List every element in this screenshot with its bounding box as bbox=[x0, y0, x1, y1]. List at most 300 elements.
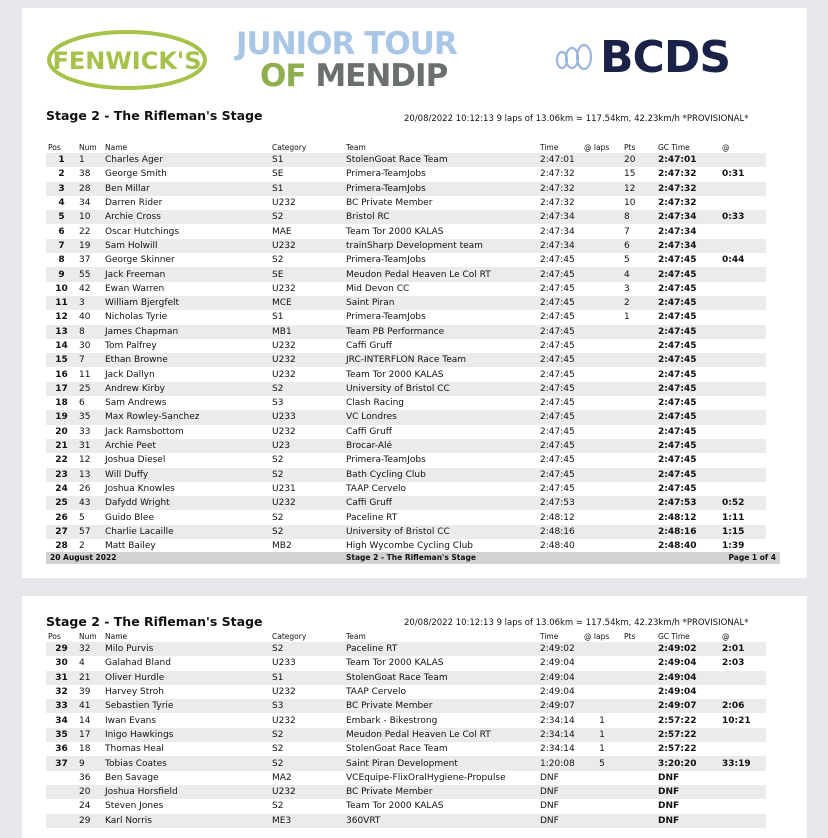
cell-laps bbox=[582, 167, 622, 181]
race-meta: 20/08/2022 10:12:13 9 laps of 13.06km = 117.54km, 42.23km/h *PROVISIONAL* bbox=[404, 618, 749, 628]
cell-gc-time: 2:47:34 bbox=[656, 210, 720, 224]
cell-pts bbox=[622, 382, 656, 396]
cell-gc-time: 2:47:45 bbox=[656, 410, 720, 424]
cell-pos: 24 bbox=[55, 483, 68, 494]
cell-name: Iwan Evans bbox=[105, 715, 157, 726]
cell-gc-time: 2:48:40 bbox=[658, 541, 697, 552]
cell-laps bbox=[582, 253, 622, 267]
fenwicks-logo bbox=[46, 28, 208, 92]
cell-pts: 10 bbox=[624, 198, 636, 209]
cell-category: ME3 bbox=[270, 814, 322, 828]
cell-category: MAE bbox=[272, 226, 292, 237]
bcds-rings-icon bbox=[554, 43, 600, 73]
cell-category: U232 bbox=[272, 369, 296, 380]
cell-gap bbox=[720, 182, 766, 196]
cell-pos bbox=[46, 785, 77, 799]
cell-time: 2:47:45 bbox=[540, 255, 575, 266]
cell-name: George Smith bbox=[105, 169, 167, 180]
cell-pts bbox=[622, 771, 656, 785]
col-header-pos: Pos bbox=[48, 143, 61, 152]
cell-num: 12 bbox=[79, 455, 91, 466]
cell-laps bbox=[582, 296, 622, 310]
cell-pos: 1 bbox=[46, 153, 77, 167]
page-footer bbox=[46, 552, 780, 564]
table-row bbox=[46, 310, 766, 324]
cell-laps: 1 bbox=[582, 728, 622, 742]
cell-num: 32 bbox=[77, 642, 103, 656]
table-row bbox=[46, 153, 766, 167]
cell-num: 5 bbox=[79, 512, 85, 523]
table-row bbox=[46, 510, 766, 524]
cell-time: DNF bbox=[540, 772, 559, 783]
cell-name: William Bjergfelt bbox=[103, 296, 270, 310]
cell-num: 42 bbox=[79, 283, 91, 294]
cell-category: MCE bbox=[270, 296, 322, 310]
cell-laps bbox=[582, 785, 622, 799]
cell-pts: 2 bbox=[622, 296, 656, 310]
table-row bbox=[46, 453, 766, 467]
cell-gc-time: 2:49:04 bbox=[656, 671, 720, 685]
cell-category: U232 bbox=[272, 341, 296, 351]
results-body bbox=[46, 642, 766, 828]
cell-num: 18 bbox=[79, 744, 91, 755]
cell-time: 2:47:45 bbox=[538, 325, 582, 339]
cell-category: S2 bbox=[270, 525, 322, 539]
cell-category: S1 bbox=[272, 312, 284, 323]
cell-gc-time: 2:57:22 bbox=[658, 744, 697, 755]
cell-category: S1 bbox=[270, 153, 322, 167]
results-header-row bbox=[46, 142, 766, 153]
cell-gap bbox=[720, 785, 766, 799]
col-header-time: Time bbox=[540, 143, 559, 152]
cell-laps bbox=[582, 153, 622, 167]
cell-name: Darren Rider bbox=[105, 198, 163, 209]
cell-team: Caffi Gruff bbox=[322, 496, 538, 510]
table-row bbox=[46, 756, 766, 770]
cell-category: U231 bbox=[272, 483, 296, 494]
cell-num: 25 bbox=[77, 382, 103, 396]
cell-pos: 16 bbox=[55, 369, 68, 380]
cell-name: Ben Millar bbox=[103, 182, 270, 196]
cell-pts bbox=[622, 799, 656, 813]
cell-name: Matt Bailey bbox=[105, 541, 156, 552]
cell-num: 4 bbox=[79, 658, 85, 669]
cell-laps bbox=[582, 382, 622, 396]
cell-num: 57 bbox=[77, 525, 103, 539]
table-row bbox=[46, 642, 766, 656]
cell-time: 2:47:45 bbox=[538, 410, 582, 424]
cell-pos: 8 bbox=[58, 255, 65, 266]
cell-category: U23 bbox=[270, 439, 322, 453]
cell-pts bbox=[622, 642, 656, 656]
cell-team: Team PB Performance bbox=[322, 325, 538, 339]
cell-pos: 31 bbox=[46, 671, 77, 685]
cell-gap bbox=[720, 468, 766, 482]
cell-pts bbox=[622, 671, 656, 685]
col-header-laps: @ laps bbox=[584, 632, 610, 641]
cell-num: 9 bbox=[77, 756, 103, 770]
cell-gap: 0:33 bbox=[720, 210, 766, 224]
cell-pos: 18 bbox=[55, 398, 68, 409]
cell-num: 35 bbox=[77, 410, 103, 424]
cell-pts bbox=[622, 756, 656, 770]
cell-laps bbox=[582, 396, 622, 410]
cell-team: Mid Devon CC bbox=[346, 283, 410, 294]
cell-gc-time: 2:47:45 bbox=[658, 341, 697, 351]
cell-pts: 15 bbox=[624, 169, 636, 180]
cell-name: Oscar Hutchings bbox=[105, 226, 180, 237]
cell-num: 24 bbox=[79, 801, 91, 812]
cell-laps bbox=[582, 425, 622, 439]
cell-category: SE bbox=[272, 169, 284, 180]
cell-category: S1 bbox=[270, 182, 322, 196]
cell-laps bbox=[582, 496, 622, 510]
cell-name: Inigo Hawkings bbox=[103, 728, 270, 742]
cell-num: 28 bbox=[77, 182, 103, 196]
cell-laps bbox=[582, 182, 622, 196]
cell-gc-time: 2:47:01 bbox=[656, 153, 720, 167]
cell-pts bbox=[622, 339, 656, 353]
cell-pos: 17 bbox=[46, 382, 77, 396]
cell-gc-time: 2:47:34 bbox=[658, 226, 697, 237]
cell-pos: 23 bbox=[46, 468, 77, 482]
cell-laps bbox=[582, 468, 622, 482]
cell-time: 2:47:45 bbox=[538, 439, 582, 453]
cell-gc-time: 2:57:22 bbox=[658, 715, 697, 726]
cell-num: 31 bbox=[77, 439, 103, 453]
cell-name: Joshua Horsfield bbox=[103, 785, 270, 799]
cell-name: Archie Cross bbox=[103, 210, 270, 224]
cell-pos bbox=[46, 799, 77, 813]
cell-laps bbox=[582, 325, 622, 339]
cell-category: U232 bbox=[272, 687, 296, 698]
cell-name: Andrew Kirby bbox=[103, 382, 270, 396]
col-header-name: Name bbox=[105, 143, 128, 152]
table-row bbox=[46, 167, 766, 181]
cell-num: 29 bbox=[77, 814, 103, 828]
cell-name: Guido Blee bbox=[105, 512, 155, 523]
cell-num: 41 bbox=[77, 699, 103, 713]
cell-category: U233 bbox=[272, 658, 296, 669]
cell-team: Saint Piran Development bbox=[322, 756, 538, 770]
cell-name: George Skinner bbox=[105, 255, 175, 266]
cell-team: TAAP Cervelo bbox=[346, 687, 407, 698]
cell-name: Sebastien Tyrie bbox=[103, 699, 270, 713]
table-row bbox=[46, 210, 766, 224]
results-header-row bbox=[46, 631, 766, 642]
cell-category: S2 bbox=[270, 756, 322, 770]
cell-category: S2 bbox=[272, 512, 284, 523]
cell-time: 2:49:04 bbox=[538, 671, 582, 685]
col-header-num: Num bbox=[79, 632, 97, 641]
table-row bbox=[46, 325, 766, 339]
cell-team: Team Tor 2000 KALAS bbox=[346, 369, 444, 380]
cell-pts: 3 bbox=[624, 283, 630, 294]
cell-pos: 29 bbox=[46, 642, 77, 656]
cell-gc-time: 2:47:45 bbox=[656, 267, 720, 281]
results-body bbox=[46, 153, 766, 553]
col-header-gc-time: GC Time bbox=[658, 632, 690, 641]
cell-pos: 34 bbox=[55, 715, 68, 726]
cell-team: Primera-TeamJobs bbox=[346, 169, 426, 180]
cell-pos: 5 bbox=[46, 210, 77, 224]
footer-page-number: Page 1 of 4 bbox=[728, 553, 776, 562]
cell-time: 2:47:45 bbox=[538, 353, 582, 367]
cell-time: DNF bbox=[540, 801, 559, 812]
cell-name: Thomas Heal bbox=[105, 744, 164, 755]
cell-team: StolenGoat Race Team bbox=[322, 153, 538, 167]
cell-team: Saint Piran bbox=[322, 296, 538, 310]
table-row bbox=[46, 196, 766, 210]
cell-pts bbox=[622, 396, 656, 410]
cell-time: 2:47:32 bbox=[538, 182, 582, 196]
cell-gap bbox=[720, 439, 766, 453]
cell-name: Nicholas Tyrie bbox=[105, 312, 168, 323]
cell-time: 2:49:07 bbox=[538, 699, 582, 713]
cell-laps bbox=[582, 656, 622, 670]
cell-team: Paceline RT bbox=[322, 642, 538, 656]
cell-category: S2 bbox=[270, 210, 322, 224]
cell-pts: 4 bbox=[622, 267, 656, 281]
cell-pts bbox=[622, 685, 656, 699]
race-meta: 20/08/2022 10:12:13 9 laps of 13.06km = 117.54km, 42.23km/h *PROVISIONAL* bbox=[404, 114, 749, 124]
cell-name: Jack Dallyn bbox=[105, 369, 155, 380]
cell-gap bbox=[720, 728, 766, 742]
cell-team: JRC-INTERFLON Race Team bbox=[322, 353, 538, 367]
cell-name: Karl Norris bbox=[103, 814, 270, 828]
cell-category: S2 bbox=[270, 468, 322, 482]
col-header-category: Category bbox=[272, 143, 307, 152]
cell-time: 2:47:45 bbox=[538, 296, 582, 310]
cell-pos: 15 bbox=[46, 353, 77, 367]
cell-name: Milo Purvis bbox=[103, 642, 270, 656]
cell-team: University of Bristol CC bbox=[322, 525, 538, 539]
cell-num: 7 bbox=[77, 353, 103, 367]
cell-name: Joshua Knowles bbox=[105, 483, 175, 494]
cell-team: Primera-TeamJobs bbox=[322, 182, 538, 196]
table-row bbox=[46, 785, 766, 799]
cell-name: Will Duffy bbox=[103, 468, 270, 482]
cell-name: Archie Peet bbox=[103, 439, 270, 453]
cell-category: U232 bbox=[270, 785, 322, 799]
cell-pos: 10 bbox=[55, 283, 68, 294]
cell-gap bbox=[720, 282, 766, 296]
results-page-2 bbox=[22, 596, 807, 838]
cell-time: 2:47:45 bbox=[538, 267, 582, 281]
cell-pos: 26 bbox=[55, 512, 68, 523]
results-page-1 bbox=[22, 8, 807, 578]
cell-num: 30 bbox=[79, 341, 91, 351]
cell-category: U232 bbox=[272, 198, 296, 209]
cell-time: 1:20:08 bbox=[538, 756, 582, 770]
cell-num: 43 bbox=[77, 496, 103, 510]
cell-name: Tom Palfrey bbox=[105, 341, 157, 351]
col-header-team: Team bbox=[346, 632, 366, 641]
cell-pos: 3 bbox=[46, 182, 77, 196]
cell-time: 2:47:45 bbox=[540, 283, 575, 294]
table-row bbox=[46, 353, 766, 367]
cell-team: StolenGoat Race Team bbox=[346, 744, 448, 755]
cell-pos: 13 bbox=[46, 325, 77, 339]
cell-time: 2:48:12 bbox=[540, 512, 575, 523]
cell-category: S1 bbox=[270, 671, 322, 685]
cell-pts bbox=[622, 713, 656, 727]
cell-gap bbox=[720, 196, 766, 210]
table-row bbox=[46, 656, 766, 670]
cell-laps bbox=[582, 367, 622, 381]
cell-category: SE bbox=[270, 267, 322, 281]
cell-gap bbox=[720, 239, 766, 253]
cell-gc-time: 2:47:45 bbox=[658, 455, 697, 466]
cell-gap: 1:39 bbox=[722, 541, 745, 552]
cell-time: 2:34:14 bbox=[538, 728, 582, 742]
cell-name: Charles Ager bbox=[103, 153, 270, 167]
table-row bbox=[46, 799, 766, 813]
cell-num: 26 bbox=[79, 483, 91, 494]
cell-num: 3 bbox=[77, 296, 103, 310]
table-row bbox=[46, 224, 766, 238]
cell-team: University of Bristol CC bbox=[322, 382, 538, 396]
cell-gap bbox=[720, 453, 766, 467]
junior-tour-logo-line1: JUNIOR TOUR bbox=[236, 26, 457, 62]
cell-gc-time: 2:47:45 bbox=[656, 382, 720, 396]
cell-team: Brocar-Alé bbox=[322, 439, 538, 453]
table-row bbox=[46, 382, 766, 396]
cell-laps: 1 bbox=[599, 715, 605, 726]
cell-laps bbox=[582, 814, 622, 828]
col-header-gc-time: GC Time bbox=[658, 143, 690, 152]
cell-category: S2 bbox=[272, 455, 284, 466]
cell-time: 2:47:53 bbox=[538, 496, 582, 510]
table-row bbox=[46, 742, 766, 756]
cell-gap bbox=[720, 742, 766, 756]
cell-gc-time: 2:47:45 bbox=[656, 296, 720, 310]
cell-pos: 28 bbox=[55, 541, 68, 552]
cell-category: U232 bbox=[270, 353, 322, 367]
cell-time: 2:48:40 bbox=[540, 541, 575, 552]
col-header-laps: @ laps bbox=[584, 143, 610, 152]
cell-name: Sam Andrews bbox=[105, 398, 167, 409]
cell-category: S3 bbox=[272, 398, 284, 409]
cell-laps bbox=[582, 196, 622, 210]
footer-date: 20 August 2022 bbox=[50, 553, 117, 562]
cell-pts bbox=[622, 453, 656, 467]
junior-tour-logo-mendip: MENDIP bbox=[315, 58, 448, 94]
cell-gap: 1:11 bbox=[722, 512, 745, 523]
cell-time: 2:47:34 bbox=[538, 239, 582, 253]
cell-gap: 1:15 bbox=[720, 525, 766, 539]
cell-gap bbox=[720, 410, 766, 424]
cell-pts: 6 bbox=[622, 239, 656, 253]
col-header-time: Time bbox=[540, 632, 559, 641]
cell-gc-time: DNF bbox=[658, 801, 680, 812]
cell-time: 2:47:45 bbox=[540, 369, 575, 380]
cell-gap bbox=[720, 310, 766, 324]
cell-team: Primera-TeamJobs bbox=[346, 312, 426, 323]
cell-category: U232 bbox=[272, 283, 296, 294]
cell-time: 2:48:16 bbox=[538, 525, 582, 539]
table-row bbox=[46, 468, 766, 482]
table-row bbox=[46, 253, 766, 267]
cell-team: Caffi Gruff bbox=[346, 426, 392, 437]
cell-category: MB2 bbox=[272, 541, 292, 552]
cell-time: 2:34:14 bbox=[540, 744, 575, 755]
cell-pts bbox=[622, 525, 656, 539]
cell-num: 20 bbox=[77, 785, 103, 799]
cell-pos: 35 bbox=[46, 728, 77, 742]
fenwicks-logo-text: FENWICK'S bbox=[52, 47, 202, 75]
cell-name: Ewan Warren bbox=[105, 283, 165, 294]
cell-pts bbox=[622, 656, 656, 670]
cell-gc-time: 2:48:16 bbox=[656, 525, 720, 539]
cell-num: 39 bbox=[79, 687, 91, 698]
col-header-team: Team bbox=[346, 143, 366, 152]
cell-pos: 22 bbox=[55, 455, 68, 466]
cell-pos: 19 bbox=[46, 410, 77, 424]
cell-pts bbox=[622, 482, 656, 496]
cell-laps bbox=[582, 685, 622, 699]
cell-pos: 11 bbox=[46, 296, 77, 310]
cell-gap bbox=[720, 482, 766, 496]
cell-laps bbox=[582, 224, 622, 238]
cell-time: 2:47:01 bbox=[538, 153, 582, 167]
cell-gc-time: 2:47:45 bbox=[658, 369, 697, 380]
cell-gap bbox=[720, 339, 766, 353]
cell-gc-time: 2:49:04 bbox=[658, 658, 697, 669]
table-row bbox=[46, 296, 766, 310]
cell-team: Meudon Pedal Heaven Le Col RT bbox=[322, 728, 538, 742]
cell-pts bbox=[622, 367, 656, 381]
cell-pts bbox=[622, 325, 656, 339]
cell-name: Jack Freeman bbox=[103, 267, 270, 281]
cell-gap bbox=[720, 353, 766, 367]
cell-category: S3 bbox=[270, 699, 322, 713]
cell-time: 2:47:34 bbox=[538, 210, 582, 224]
bcds-logo bbox=[554, 32, 731, 83]
cell-gap bbox=[720, 671, 766, 685]
cell-gc-time: 2:47:45 bbox=[656, 468, 720, 482]
cell-gap bbox=[720, 153, 766, 167]
cell-laps bbox=[582, 642, 622, 656]
footer-stage: Stage 2 - The Rifleman's Stage bbox=[346, 553, 476, 562]
cell-pts: 7 bbox=[624, 226, 630, 237]
cell-laps bbox=[582, 510, 622, 524]
junior-tour-logo bbox=[236, 28, 457, 92]
cell-num: 37 bbox=[79, 255, 91, 266]
cell-time: DNF bbox=[538, 814, 582, 828]
cell-gc-time: 2:47:53 bbox=[656, 496, 720, 510]
junior-tour-logo-line2 bbox=[236, 60, 457, 92]
cell-num: 40 bbox=[79, 312, 91, 323]
cell-name: Charlie Lacaille bbox=[103, 525, 270, 539]
cell-gc-time: DNF bbox=[656, 785, 720, 799]
cell-pos: 4 bbox=[58, 198, 65, 209]
cell-gc-time: 2:57:22 bbox=[656, 728, 720, 742]
cell-category: U232 bbox=[270, 239, 322, 253]
cell-name: James Chapman bbox=[103, 325, 270, 339]
cell-laps bbox=[582, 239, 622, 253]
cell-category: S2 bbox=[270, 728, 322, 742]
cell-gc-time: 2:47:45 bbox=[656, 439, 720, 453]
cell-team: High Wycombe Cycling Club bbox=[346, 541, 473, 552]
table-row bbox=[46, 182, 766, 196]
cell-team: 360VRT bbox=[322, 814, 538, 828]
cell-laps bbox=[582, 525, 622, 539]
cell-time: 2:47:45 bbox=[540, 455, 575, 466]
cell-team: BC Private Member bbox=[346, 198, 433, 209]
cell-gc-time: 2:47:34 bbox=[656, 239, 720, 253]
cell-time: 2:47:45 bbox=[538, 382, 582, 396]
